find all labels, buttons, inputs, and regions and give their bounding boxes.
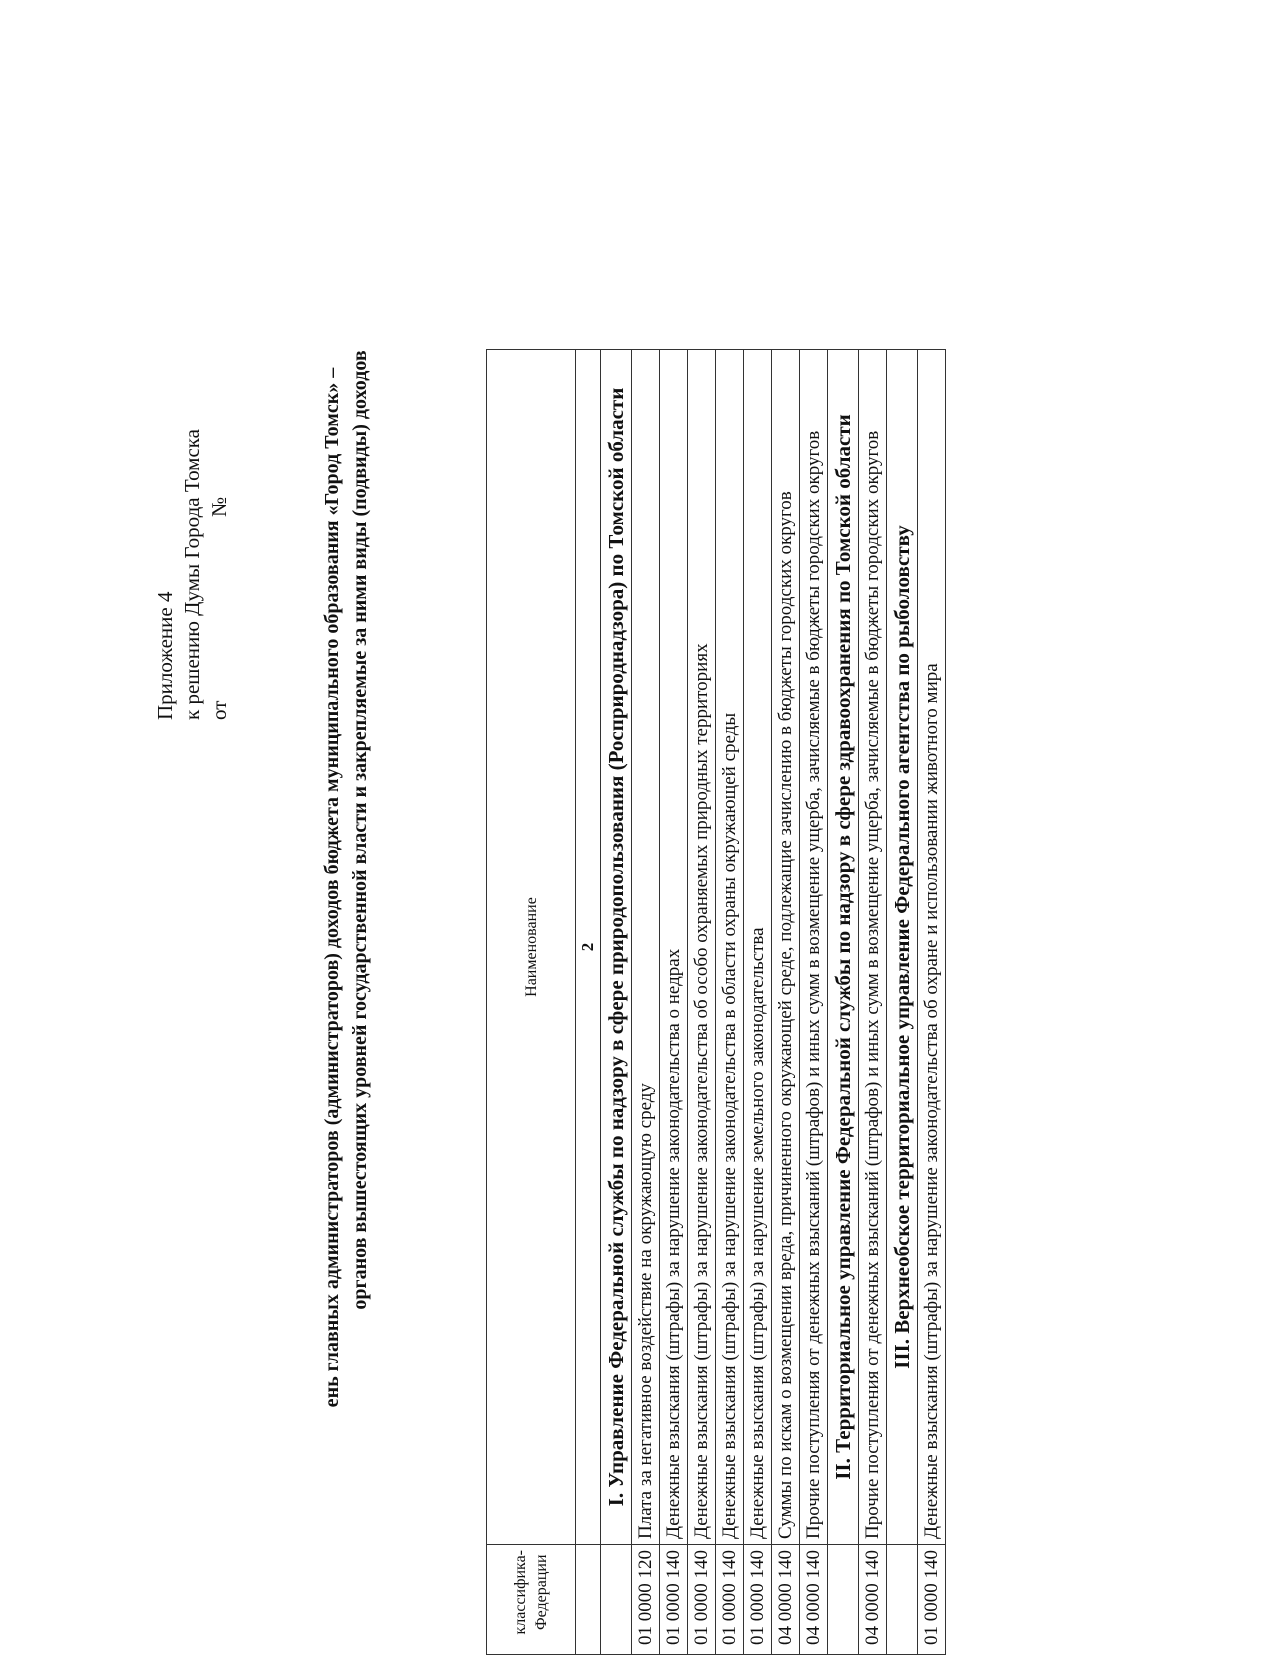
title-line-1: ень главных администраторов (администраторов) доходов бюджета муниципального образования «Город Томск» – — [321, 367, 343, 1408]
code-cell: 04 0000 140 — [859, 1545, 887, 1655]
decision-reference: к решению Думы Города Томска — [180, 429, 204, 720]
table-row — [859, 350, 887, 1655]
code-cell: 04 0000 140 — [800, 1545, 828, 1655]
revenue-name-cell: Денежные взыскания (штрафы) за нарушение законодательства о недрах — [660, 350, 688, 1545]
date-number-line: от № — [207, 496, 231, 720]
column-number-row — [576, 350, 601, 1655]
table-header-row — [487, 350, 576, 1655]
section-row — [828, 350, 859, 1655]
header-code-cell — [487, 1545, 576, 1655]
code-cell: 01 0000 140 — [744, 1545, 772, 1655]
table-row — [632, 350, 660, 1655]
revenue-name-cell: Плата за негативное воздействие на окружающую среду — [632, 350, 660, 1545]
code-cell: 01 0000 120 — [632, 1545, 660, 1655]
header-name-cell: Наименование — [487, 350, 576, 1545]
table-row — [918, 350, 946, 1655]
section-title: III. Верхнеобское территориальное управление Федерального агентства по рыболовству — [887, 350, 918, 1545]
table-row — [772, 350, 800, 1655]
appendix-label: Приложение 4 — [153, 591, 177, 720]
document-title — [318, 10, 374, 1650]
revenue-name-cell: Денежные взыскания (штрафы) за нарушение земельного законодательства — [744, 350, 772, 1545]
code-cell: 04 0000 140 — [772, 1545, 800, 1655]
code-cell — [601, 1545, 632, 1655]
section-row — [887, 350, 918, 1655]
table-row — [716, 350, 744, 1655]
code-cell — [828, 1545, 859, 1655]
revenue-name-cell: Денежные взыскания (штрафы) за нарушение законодательства об охране и использовании животного мира — [918, 350, 946, 1545]
header-code-text: классифика- Федерации — [512, 1550, 550, 1635]
column-number-2: 2 — [576, 350, 601, 1545]
section-title: I. Управление Федеральной службы по надзору в сфере природопользования (Росприроднадзора) по Томской области — [601, 350, 632, 1545]
revenue-name-cell: Денежные взыскания (штрафы) за нарушение законодательства в области охраны окружающей среды — [716, 350, 744, 1545]
revenue-name-cell: Прочие поступления от денежных взысканий (штрафов) и иных сумм в возмещение ущерба, зачисляемые в бюджеты городских округов — [859, 350, 887, 1545]
approval-block — [152, 429, 233, 720]
table-row — [800, 350, 828, 1655]
title-line-2: органов вышестоящих уровней государственной власти и закрепляемые за ними виды (подвиды) доходов — [349, 350, 371, 1310]
revenue-table — [486, 349, 946, 1655]
code-cell — [887, 1545, 918, 1655]
table-row — [660, 350, 688, 1655]
section-title: II. Территориальное управление Федеральной службы по надзору в сфере здравоохранения по Томской области — [828, 350, 859, 1545]
section-row — [601, 350, 632, 1655]
table-row — [744, 350, 772, 1655]
column-number-1 — [576, 1545, 601, 1655]
revenue-name-cell: Суммы по искам о возмещении вреда, причиненного окружающей среде, подлежащие зачислению в бюджеты городских округов — [772, 350, 800, 1545]
code-cell: 01 0000 140 — [688, 1545, 716, 1655]
code-cell: 01 0000 140 — [918, 1545, 946, 1655]
table-row — [688, 350, 716, 1655]
code-cell: 01 0000 140 — [716, 1545, 744, 1655]
code-cell: 01 0000 140 — [660, 1545, 688, 1655]
revenue-name-cell: Прочие поступления от денежных взысканий (штрафов) и иных сумм в возмещение ущерба, зачисляемые в бюджеты городских округов — [800, 350, 828, 1545]
revenue-name-cell: Денежные взыскания (штрафы) за нарушение законодательства об особо охраняемых природных территориях — [688, 350, 716, 1545]
